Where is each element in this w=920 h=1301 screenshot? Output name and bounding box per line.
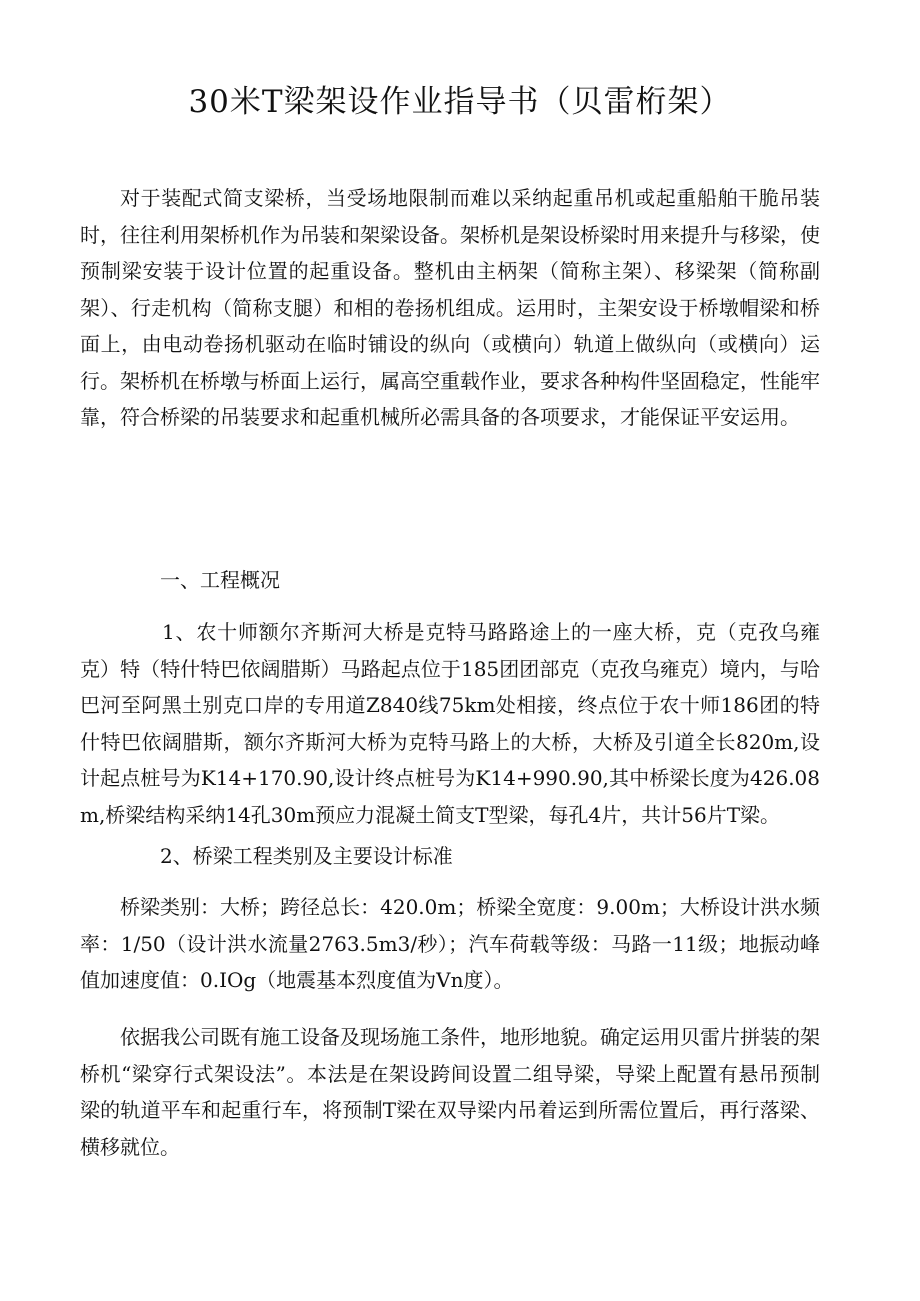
- document-title: 30米T梁架设作业指导书（贝雷桁架）: [188, 84, 732, 120]
- item-2-heading: 2、桥梁工程类别及主要设计标准: [160, 844, 453, 868]
- overview-item-1: 1、农十师额尔齐斯河大桥是克特马路路途上的一座大桥，克（克孜乌雍克）特（特什特巴依阔腊斯）马路起点位于185团团部克（克孜乌雍克）境内，与哈巴河至阿黑土别克口岸的专用道Z840线75km处相接，终点位于农十师186团的特什特巴依阔腊斯，额尔齐斯河大桥为克特马路上的大桥，大桥及引道全长820m,设计起点桩号为K14+170.90,设计终点桩号为K14+990.90,其中桥梁长度为426.08m,桥梁结构采纳14孔30m预应力混凝土简支T型梁，每孔4片，共计56片T梁。: [80, 620, 820, 827]
- construction-method-paragraph: 依据我公司既有施工设备及现场施工条件，地形地貌。确定运用贝雷片拼装的架桥机“梁穿行式架设法”。本法是在架设跨间设置二组导梁，导梁上配置有悬吊预制梁的轨道平车和起重行车，将预制T梁在双导梁内吊着运到所需位置后，再行落梁、横移就位。: [80, 1025, 820, 1159]
- section-heading-overview: 一、工程概况: [160, 568, 280, 592]
- design-standards-paragraph: 桥梁类别：大桥；跨径总长：420.0m；桥梁全宽度：9.00m；大桥设计洪水频率：1/50（设计洪水流量2763.5m3/秒）；汽车荷载等级：马路一11级；地振动峰值加速度值：0.IOg（地震基本烈度值为Vn度）。: [80, 895, 820, 992]
- intro-paragraph: 对于装配式简支梁桥，当受场地限制而难以采纳起重吊机或起重船舶干脆吊装时，往往利用架桥机作为吊装和架梁设备。架桥机是架设桥梁时用来提升与移梁，使预制梁安装于设计位置的起重设备。整机由主柄架（简称主架）、移梁架（简称副架）、行走机构（简称支腿）和相的卷扬机组成。运用时，主架安设于桥墩帽梁和桥面上，由电动卷扬机驱动在临时铺设的纵向（或横向）轨道上做纵向（或横向）运行。架桥机在桥墩与桥面上运行，属高空重载作业，要求各种构件坚固稳定，性能牢靠，符合桥梁的吊装要求和起重机械所必需具备的各项要求，才能保证平安运用。: [80, 186, 820, 429]
